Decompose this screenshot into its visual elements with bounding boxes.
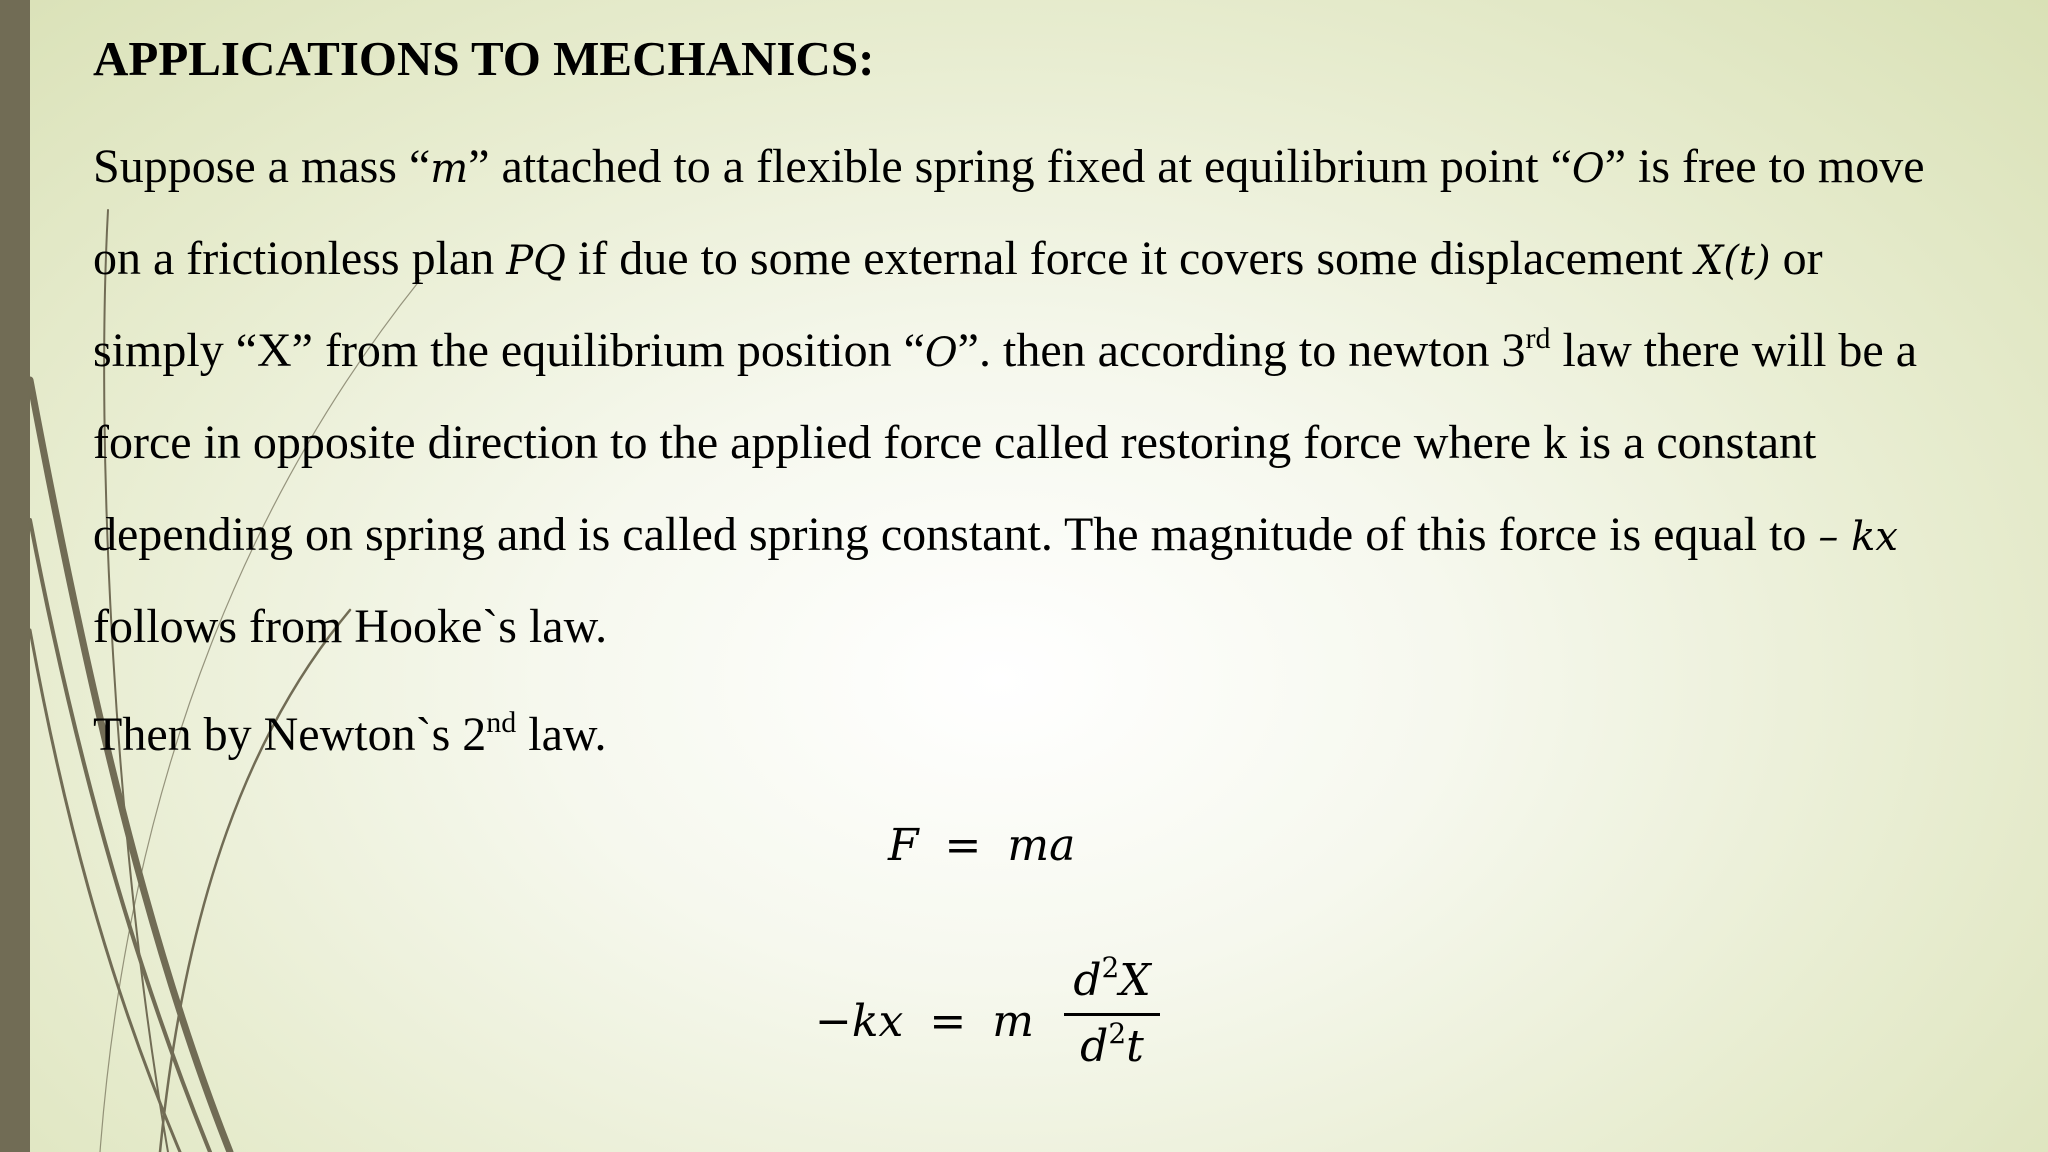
math-xt: X(t): [1694, 238, 1771, 284]
text: ” is free to move: [1604, 140, 1925, 193]
equation-hooke-newton: [815, 996, 1034, 1049]
slide-title: APPLICATIONS TO MECHANICS:: [93, 31, 875, 86]
text: Then by Newton`s 2: [93, 708, 487, 761]
second-derivative-fraction: [1064, 951, 1160, 1072]
eq-lhs: F: [888, 820, 919, 871]
text: or: [1770, 232, 1823, 285]
text: law there will be a: [1550, 324, 1918, 377]
fraction-numerator: $d^2X$: [1073, 951, 1151, 1006]
text: on a frictionless plan: [93, 232, 507, 285]
fraction-denominator: $d^2t$: [1080, 1016, 1144, 1072]
math-neg-kx: – kx: [1818, 514, 1898, 560]
paragraph-line-3: [93, 322, 1917, 380]
paragraph-line-4: force in opposite direction to the applied force called restoring force where k is a constant: [93, 416, 1817, 469]
paragraph-line-2: [93, 230, 1823, 288]
newton-second-law-line: [93, 706, 606, 764]
math-pq: PQ: [506, 238, 566, 284]
decor-curve-1: [30, 380, 230, 1152]
decor-curve-5: [160, 610, 350, 1152]
paragraph-line-5: [93, 506, 1898, 564]
text: if due to some external force it covers some displacement: [565, 232, 1695, 285]
text: ” attached to a flexible spring fixed at equilibrium point “: [468, 140, 1572, 193]
math-o: O: [1571, 146, 1605, 192]
eq-mass: m: [992, 996, 1034, 1047]
paragraph-line-1: [93, 138, 1925, 196]
text: ”. then according to newton 3: [957, 324, 1526, 377]
superscript-nd: nd: [486, 706, 517, 739]
fraction-bar: [1064, 1013, 1160, 1016]
eq-equals: =: [929, 996, 967, 1047]
eq-equals: =: [944, 820, 982, 871]
eq-rhs: ma: [1007, 820, 1076, 871]
superscript-rd: rd: [1525, 322, 1551, 355]
text: simply “X” from the equilibrium position “: [93, 324, 925, 377]
eq-lhs: −kx: [815, 996, 904, 1047]
text: depending on spring and is called spring constant. The magnitude of this force is equal to: [93, 508, 1819, 561]
text: law.: [516, 708, 607, 761]
paragraph-line-6: follows from Hooke`s law.: [93, 600, 608, 653]
text: Suppose a mass “: [93, 140, 431, 193]
equation-f-equals-ma: [888, 820, 1075, 873]
math-o: O: [924, 330, 958, 376]
math-m: m: [430, 146, 469, 192]
